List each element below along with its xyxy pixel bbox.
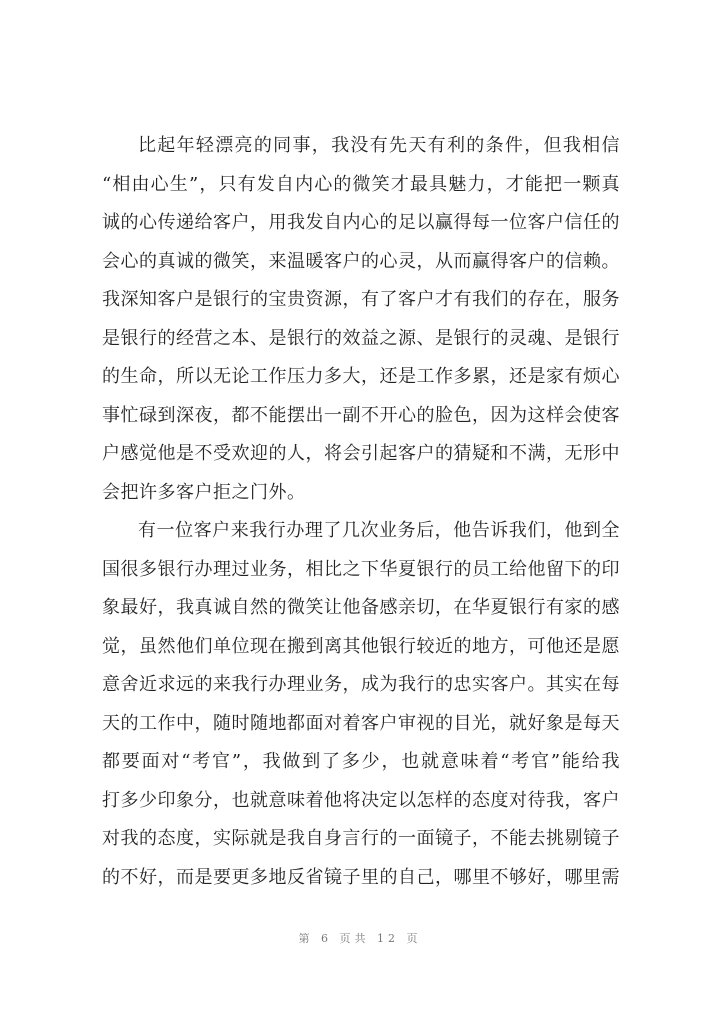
paragraph-2-line-3: 象最好，我真诚自然的微笑让他备感亲切，在华夏银行有家的感 [102,597,620,618]
paragraph-2-line-10: 的不好，而是要更多地反省镜子里的自己，哪里不够好，哪里需 [102,866,620,888]
paragraph-1-line-7: 的生命，所以无论工作压力多大，还是工作多累，还是家有烦心 [102,366,620,387]
paragraph-2-line-2: 国很多银行办理过业务，相比之下华夏银行的员工给他留下的印 [102,558,620,580]
paragraph-1-line-9: 户感觉他是不受欢迎的人，将会引起客户的猜疑和不满，无形中 [102,443,620,464]
paragraph-1-line-6: 是银行的经营之本、是银行的效益之源、是银行的灵魂、是银行 [102,327,620,349]
paragraph-1-line-5: 我深知客户是银行的宝贵资源，有了客户才有我们的存在，服务 [102,289,620,310]
paragraph-1-line-2: “相由心生”，只有发自内心的微笑才最具魅力，才能把一颗真 [102,173,620,195]
paragraph-2-line-7: 都要面对“考官”，我做到了多少，也就意味着“考官”能给我 [102,751,620,772]
paragraph-2-line-1: 有一位客户来我行办理了几次业务后，他告诉我们，他到全 [138,520,620,541]
paragraph-2-line-5: 意舍近求远的来我行办理业务，成为我行的忠实客户。其实在每 [102,674,620,695]
page-number-footer: 第 6 页共 12 页 [298,932,422,945]
paragraph-1-line-4: 会心的真诚的微笑，来温暖客户的心灵，从而赢得客户的信赖。 [102,250,620,272]
paragraph-1-line-8: 事忙碌到深夜，都不能摆出一副不开心的脸色，因为这样会使客 [102,404,620,426]
paragraph-2-line-6: 天的工作中，随时随地都面对着客户审视的目光，就好象是每天 [102,712,620,734]
paragraph-1-line-3: 诚的心传递给客户，用我发自内心的足以赢得每一位客户信任的 [102,212,620,233]
paragraph-2-line-9: 对我的态度，实际就是我自身言行的一面镜子，不能去挑剔镜子 [102,828,620,849]
paragraph-1-line-10: 会把许多客户拒之门外。 [102,481,306,503]
paragraph-2-line-8: 打多少印象分，也就意味着他将决定以怎样的态度对待我，客户 [102,789,620,811]
paragraph-1-line-1: 比起年轻漂亮的同事，我没有先天有利的条件，但我相信 [138,135,620,156]
body-text [102,127,620,897]
paragraph-2-line-4: 觉，虽然他们单位现在搬到离其他银行较近的地方，可他还是愿 [102,635,620,657]
